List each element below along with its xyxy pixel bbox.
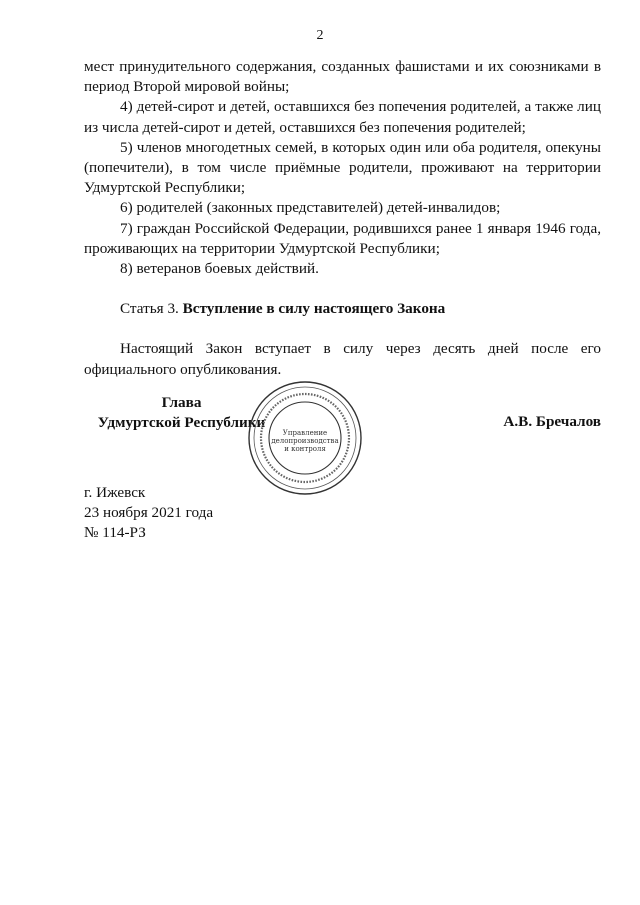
article-prefix: Статья 3. xyxy=(120,300,179,318)
law-number: № 114-РЗ xyxy=(84,524,146,541)
page-number: 2 xyxy=(316,28,324,43)
article-title: Вступление в силу настоящего Закона xyxy=(182,300,446,318)
paragraph-item-5: 5) членов многодетных семей, в которых один или оба родителя, опекуны (попечители), в том числе приёмные родители, проживают на территории Удмуртской Республики; xyxy=(84,138,601,197)
stamp-line-1: Управление xyxy=(282,429,328,437)
stamp-line-2: делопроизводства xyxy=(271,437,339,445)
law-text xyxy=(84,57,601,380)
paragraph-item-8: 8) ветеранов боевых действий. xyxy=(120,260,319,278)
signatory-title-line1: Глава xyxy=(161,394,202,411)
article-heading xyxy=(84,299,601,319)
signatory-name: А.В. Бречалов xyxy=(503,413,601,430)
paragraph-item-6: 6) родителей (законных представителей) детей-инвалидов; xyxy=(120,199,501,217)
article-text: Настоящий Закон вступает в силу через десять дней после его официального опубликования. xyxy=(84,340,601,378)
date: 23 ноября 2021 года xyxy=(84,504,214,521)
place: г. Ижевск xyxy=(84,484,146,501)
signatory-title-line2: Удмуртской Республики xyxy=(97,414,266,431)
paragraph-continuation: мест принудительного содержания, созданных фашистами и их союзниками в период Второй мировой войны; xyxy=(84,58,601,96)
paragraph-item-4: 4) детей-сирот и детей, оставшихся без попечения родителей, а также лиц из числа детей-сирот и детей, оставшихся без попечения родителей; xyxy=(84,98,601,136)
official-seal-stamp xyxy=(247,380,363,496)
place-date-block xyxy=(84,483,213,543)
paragraph-item-7: 7) граждан Российской Федерации, родившихся ранее 1 января 1946 года, проживающих на территории Удмуртской Республики; xyxy=(84,219,601,257)
stamp-line-3: и контроля xyxy=(284,445,326,453)
